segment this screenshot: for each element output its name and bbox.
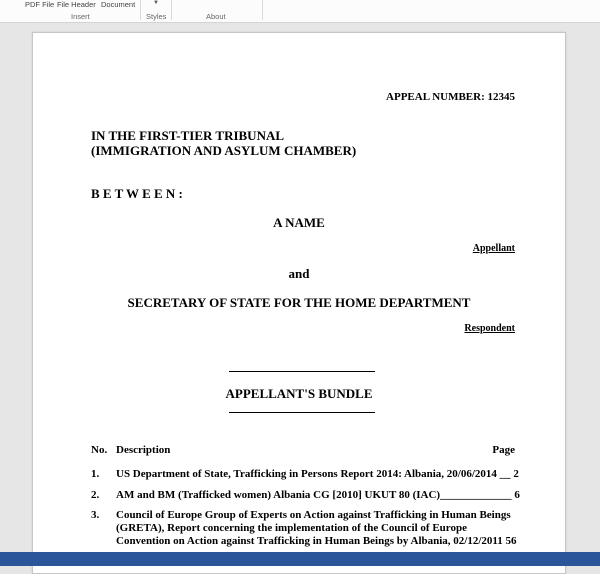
respondent-name: SECRETARY OF STATE FOR THE HOME DEPARTMENT (127, 295, 471, 310)
ribbon (0, 0, 600, 23)
chevron-down-icon[interactable]: ▼ (153, 0, 159, 6)
and-text: and (288, 266, 310, 281)
rule-top (229, 371, 375, 372)
group-label-insert: Insert (71, 12, 90, 21)
index-header-page: Page (492, 444, 515, 456)
group-divider (140, 0, 141, 20)
document-body (33, 33, 565, 573)
group-label-styles: Styles (146, 12, 167, 21)
appellant-name: A NAME (273, 215, 325, 230)
tribunal-line-2: (IMMIGRATION AND ASYLUM CHAMBER) (91, 143, 357, 158)
bundle-title: APPELLANT'S BUNDLE (225, 386, 373, 401)
document-button[interactable]: Document (101, 0, 136, 9)
index-row-description-line: Council of Europe Group of Experts on Action against Trafficking in Human Beings (116, 509, 511, 521)
respondent-label: Respondent (464, 323, 515, 334)
group-divider (171, 0, 172, 20)
index-row-description: AM and BM (Trafficked women) Albania CG [2010] UKUT 80 (IAC)_____________ 6 (116, 489, 520, 501)
appellant-label: Appellant (472, 243, 515, 254)
index-row-description-line: Convention on Action against Trafficking in Human Beings by Albania, 02/12/2011 56 (116, 535, 517, 547)
index-row-description: US Department of State, Trafficking in Persons Report 2014: Albania, 20/06/2014 __ 2 (116, 468, 519, 480)
between-heading: B E T W E E N : (91, 186, 183, 201)
rule-bottom (229, 412, 375, 413)
document-page[interactable] (32, 32, 566, 574)
index-row-no: 2. (91, 489, 100, 501)
group-divider (262, 0, 263, 20)
appeal-number: APPEAL NUMBER: 12345 (386, 91, 515, 103)
tribunal-line-1: IN THE FIRST-TIER TRIBUNAL (91, 128, 285, 143)
group-label-about: About (206, 12, 226, 21)
index-row-no: 3. (91, 509, 100, 521)
file-header-button[interactable]: File Header (57, 0, 96, 9)
index-header-no: No. (91, 444, 108, 456)
index-row-no: 1. (91, 468, 100, 480)
index-row-description-line: (GRETA), Report concerning the implementation of the Council of Europe (116, 522, 467, 534)
status-bar (0, 552, 600, 566)
index-header-description: Description (116, 444, 171, 456)
pdf-file-button[interactable]: PDF File (25, 0, 55, 9)
